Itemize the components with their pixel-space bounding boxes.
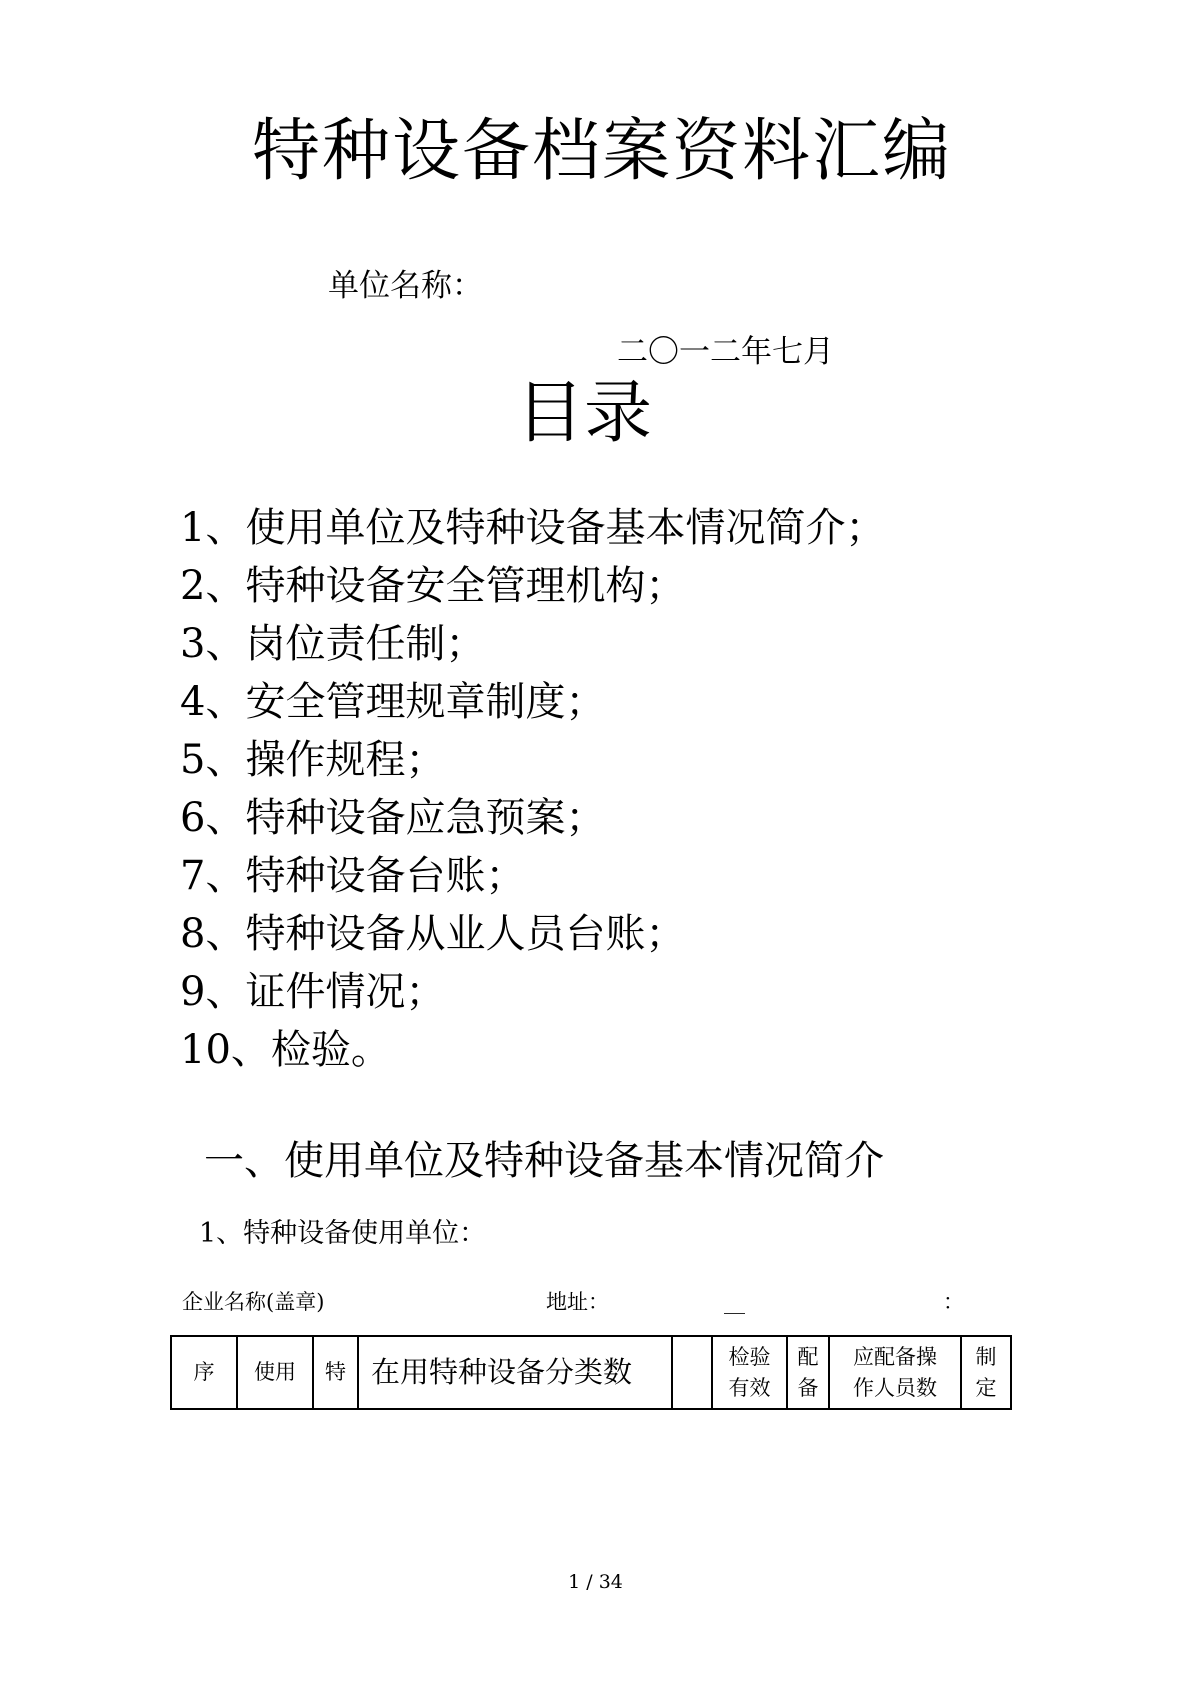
address-label: 地址： [546,1290,609,1314]
section-heading: 一、使用单位及特种设备基本情况简介 [204,1138,884,1184]
toc-item: 1、使用单位及特种设备基本情况简介； [180,505,886,551]
toc-item: 4、安全管理规章制度； [180,679,606,725]
trailing-colon: ： [943,1290,964,1314]
header-cell-formulate: 制 定 [961,1336,1011,1409]
toc-item: 7、特种设备台账； [180,853,526,899]
address-blank: __ [724,1290,745,1314]
header-cell-category-count: 在用特种设备分类数 [358,1336,672,1409]
header-cell-empty [672,1336,712,1409]
toc-item: 3、岗位责任制； [180,621,486,667]
header-cell-special: 特 [313,1336,358,1409]
header-cell-equipped: 配 备 [787,1336,829,1409]
document-title: 特种设备档案资料汇编 [252,112,953,191]
header-cell-inspection-valid: 检验 有效 [712,1336,787,1409]
page-number: 1 / 34 [568,1571,623,1593]
unit-name-label: 单位名称： [328,268,483,304]
header-cell-required-operators: 应配备操 作人员数 [829,1336,961,1409]
toc-item: 9、证件情况； [180,969,446,1015]
toc-item: 2、特种设备安全管理机构； [180,563,686,609]
table-header-row [171,1336,1011,1409]
header-cell-user: 使用 [237,1336,313,1409]
toc-item: 5、操作规程； [180,737,446,783]
toc-item: 10、检验。 [180,1027,391,1073]
header-cell-serial: 序 [171,1336,237,1409]
enterprise-name-label: 企业名称(盖章) [182,1290,325,1314]
toc-item: 8、特种设备从业人员台账； [180,911,686,957]
toc-item: 6、特种设备应急预案； [180,795,606,841]
subsection-heading: 1、特种设备使用单位： [199,1218,487,1249]
document-date: 二〇一二年七月 [617,334,834,370]
toc-heading: 目录 [516,374,653,453]
equipment-table [170,1335,1012,1410]
